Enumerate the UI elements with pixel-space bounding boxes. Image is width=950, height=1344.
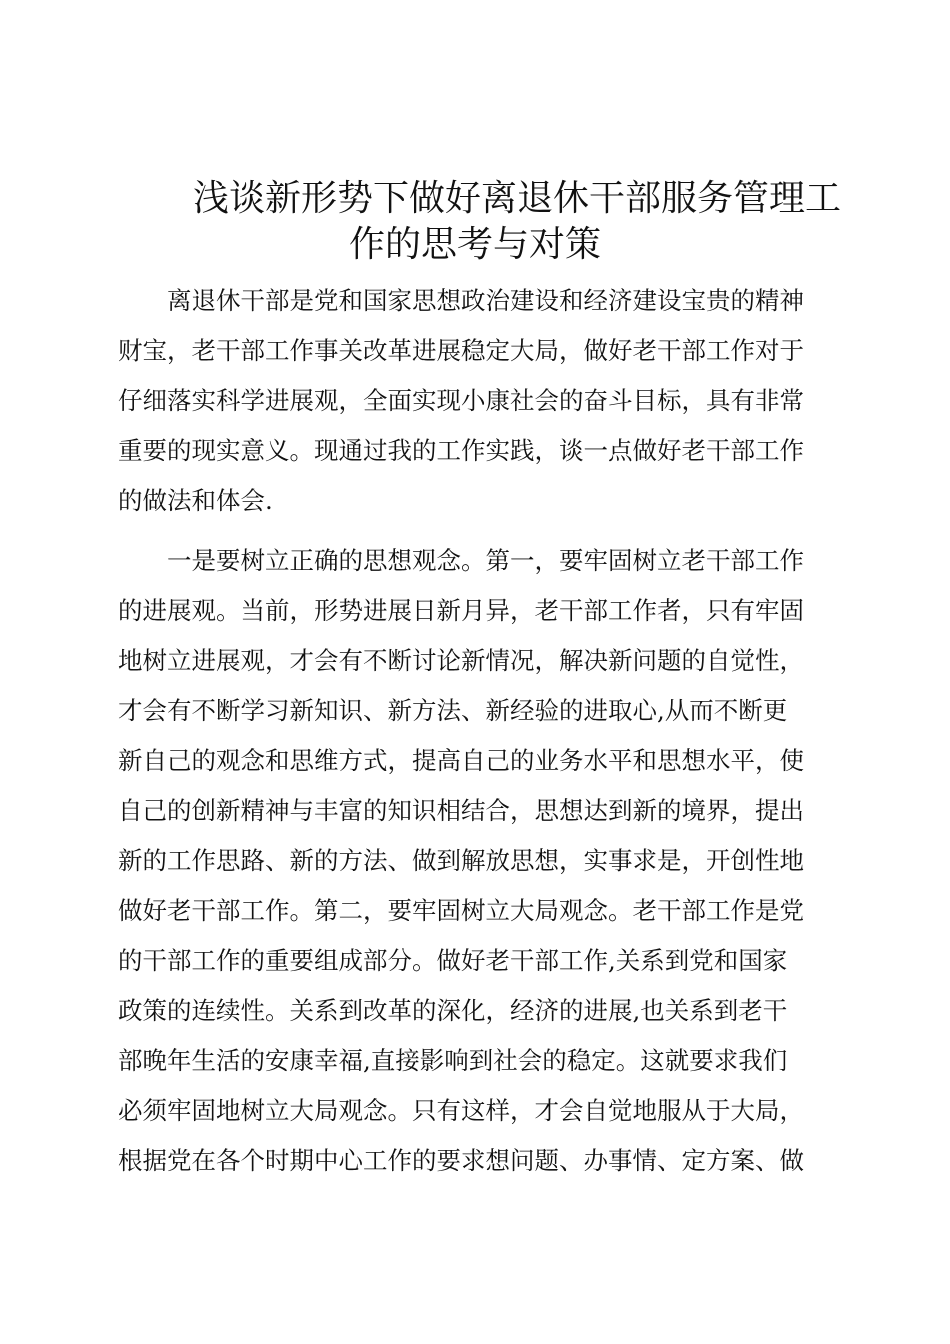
paragraph-1 [118,276,838,526]
title-line-2: 作的思考与对策 [349,224,602,265]
text-line: 离退休干部是党和国家思想政治建设和经济建设宝贵的精神 [167,286,804,315]
text-line: 重要的现实意义。现通过我的工作实践，谈一点做好老干部工作 [118,436,804,465]
text-line: 地树立进展观，才会有不断讨论新情况，解决新问题的自觉性， [118,646,804,675]
text-line: 仔细落实科学进展观，全面实现小康社会的奋斗目标，具有非常 [118,386,804,415]
document-body [118,276,838,1186]
text-line: 新的工作思路、新的方法、做到解放思想，实事求是，开创性地 [118,846,804,875]
text-line: 自己的创新精神与丰富的知识相结合，思想达到新的境界，提出 [118,796,804,825]
text-line: 做好老干部工作。第二，要牢固树立大局观念。老干部工作是党 [118,896,804,925]
title-line-1: 浅谈新形势下做好离退休干部服务管理工 [193,178,842,219]
text-line: 必须牢固地树立大局观念。只有这样，才会自觉地服从于大局， [118,1096,804,1125]
text-line: 一是要树立正确的思想观念。第一，要牢固树立老干部工作 [167,546,804,575]
document-title [118,176,842,268]
text-line: 才会有不断学习新知识、新方法、新经验的进取心,从而不断更 [118,696,788,725]
text-line: 财宝，老干部工作事关改革进展稳定大局，做好老干部工作对于 [118,336,804,365]
paragraph-2 [118,536,838,1186]
text-line: 的进展观。当前，形势进展日新月异，老干部工作者，只有牢固 [118,596,804,625]
paragraph-gap [118,526,838,536]
text-line: 新自己的观念和思维方式，提高自己的业务水平和思想水平，使 [118,746,804,775]
text-line: 部晚年生活的安康幸福,直接影响到社会的稳定。这就要求我们 [118,1046,788,1075]
text-line: 的做法和体会. [118,486,273,515]
text-line: 的干部工作的重要组成部分。做好老干部工作,关系到党和国家 [118,946,788,975]
text-line: 政策的连续性。关系到改革的深化，经济的进展,也关系到老干 [118,996,788,1025]
text-line: 根据党在各个时期中心工作的要求想问题、办事情、定方案、做 [118,1146,804,1175]
